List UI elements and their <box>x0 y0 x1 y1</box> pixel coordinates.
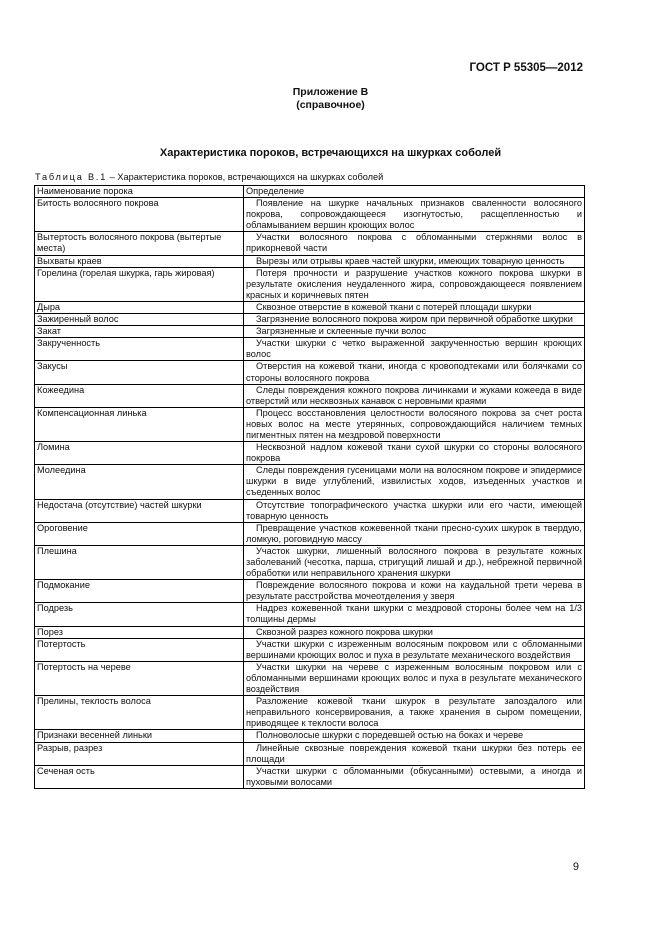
table-row <box>35 499 585 522</box>
definition-cell: Отсутствие топографического участка шкурки или его части, имеющей товарную ценность <box>244 499 585 522</box>
defect-name-cell: Молеедина <box>35 465 244 499</box>
table-row <box>35 580 585 603</box>
table-caption-label: Таблица В.1 <box>35 172 108 182</box>
defect-name-cell: Компенсационная линька <box>35 407 244 441</box>
table-row <box>35 314 585 326</box>
defect-name-cell: Горелина (горелая шкурка, гарь жировая) <box>35 267 244 301</box>
table-row <box>35 255 585 267</box>
table-caption <box>35 172 383 182</box>
table-row <box>35 638 585 661</box>
definition-cell: Участок шкурки, лишенный волосяного покрова в результате кожных заболеваний (чесотка, парша, стригущий лишай и др.), небрежной первичной обработки или неправильного хранения шкурки <box>244 545 585 579</box>
definition-cell: Участки шкурки с четко выраженной закрученностью вершин кроющих волос <box>244 338 585 361</box>
definition-cell: Потеря прочности и разрушение участков кожного покрова шкурки в результате окисления неудаленного жира, сопровождающееся появлением красных и коричневых пятен <box>244 267 585 301</box>
table-row <box>35 626 585 638</box>
defect-name-cell: Ломина <box>35 442 244 465</box>
definition-cell: Загрязнение волосяного покрова жиром при первичной обработке шкурки <box>244 314 585 326</box>
definition-cell: Участки шкурки на череве с изреженным волосяным покровом или с обломанными вершинами кроющих волос и пуха в результате механического воздействия <box>244 661 585 695</box>
definition-cell: Вырезы или отрывы краев частей шкурки, имеющих товарную ценность <box>244 255 585 267</box>
defect-name-cell: Выхваты краев <box>35 255 244 267</box>
defect-name-cell: Признаки весенней линьки <box>35 730 244 742</box>
defect-name-cell: Дыра <box>35 301 244 313</box>
definition-cell: Появление на шкурке начальных признаков сваленности волосяного покрова, сопровождающееся изогнутостью, расщепленностью и обламыванием вершин кроющих волос <box>244 198 585 232</box>
table-row <box>35 384 585 407</box>
table-row <box>35 742 585 765</box>
table-row <box>35 198 585 232</box>
column-header-defect-name: Наименование порока <box>35 186 244 198</box>
table-row <box>35 661 585 695</box>
definition-cell: Отверстия на кожевой ткани, иногда с кровоподтеками или болячками со стороны волосяного покрова <box>244 361 585 384</box>
defect-name-cell: Плешина <box>35 545 244 579</box>
appendix-title: Приложение В <box>292 86 369 98</box>
table-row <box>35 545 585 579</box>
definition-cell: Участки волосяного покрова с обломанными стержнями волос в прикорневой части <box>244 232 585 255</box>
definition-cell: Процесс восстановления целостности волосяного покрова за счет роста новых волос на месте утерянных, сопровождающийся наличием темных пигментных пятен на мездровой поверхности <box>244 407 585 441</box>
defect-name-cell: Сеченая ость <box>35 765 244 788</box>
definition-cell: Несквозной надлом кожевой ткани сухой шкурки со стороны волосяного покрова <box>244 442 585 465</box>
appendix-block <box>0 86 661 112</box>
table-row <box>35 361 585 384</box>
defect-name-cell: Кожеедина <box>35 384 244 407</box>
table-row <box>35 765 585 788</box>
page-heading: Характеристика пороков, встречающихся на шкурках соболей <box>159 147 502 159</box>
table-row <box>35 338 585 361</box>
table-row <box>35 326 585 338</box>
table-header-row <box>35 186 585 198</box>
definition-cell: Разложение кожевой ткани шкурок в результате запоздалого или неправильного консервирования, а также хранения в сыром помещении, приводящее к теклости волоса <box>244 696 585 730</box>
standard-code: ГОСТ Р 55305—2012 <box>469 62 583 74</box>
table-caption-text: – Характеристика пороков, встречающихся на шкурках соболей <box>107 172 384 182</box>
definition-cell: Превращение участков кожевенной ткани пресно-сухих шкурок в твердую, ломкую, роговидную массу <box>244 522 585 545</box>
definition-cell: Надрез кожевенной ткани шкурки с мездровой стороны более чем на 1/3 толщины дермы <box>244 603 585 626</box>
column-header-definition: Определение <box>244 186 585 198</box>
definition-cell: Участки шкурки с изреженным волосяным покровом или с обломанными вершинами кроющих волос и пуха в результате механического воздействия <box>244 638 585 661</box>
definition-cell: Следы повреждения гусеницами моли на волосяном покрове и эпидермисе шкурки в виде углублений, извилистых ходов, изъеденных участков и съеденных волос <box>244 465 585 499</box>
table-row <box>35 465 585 499</box>
table-row <box>35 301 585 313</box>
definition-cell: Сквозное отверстие в кожевой ткани с потерей площади шкурки <box>244 301 585 313</box>
appendix-note: (справочное) <box>296 99 365 111</box>
definition-cell: Полноволосые шкурки с поредевшей остью на боках и череве <box>244 730 585 742</box>
defect-name-cell: Прелины, теклость волоса <box>35 696 244 730</box>
defect-name-cell: Битость волосяного покрова <box>35 198 244 232</box>
table-row <box>35 442 585 465</box>
defect-name-cell: Закат <box>35 326 244 338</box>
table-row <box>35 603 585 626</box>
table-row <box>35 407 585 441</box>
definition-cell: Сквозной разрез кожного покрова шкурки <box>244 626 585 638</box>
defect-name-cell: Разрыв, разрез <box>35 742 244 765</box>
table-row <box>35 522 585 545</box>
definition-cell: Участки шкурки с обломанными (обкусанными) остевыми, а иногда и пуховыми волосами <box>244 765 585 788</box>
definition-cell: Повреждение волосяного покрова и кожи на каудальной трети черева в результате расстройства мочеотделения у зверя <box>244 580 585 603</box>
defect-name-cell: Потертость <box>35 638 244 661</box>
defect-name-cell: Подрезь <box>35 603 244 626</box>
defect-name-cell: Закрученность <box>35 338 244 361</box>
defect-name-cell: Недостача (отсутствие) частей шкурки <box>35 499 244 522</box>
defect-name-cell: Потертость на череве <box>35 661 244 695</box>
defect-name-cell: Зажиренный волос <box>35 314 244 326</box>
table-row <box>35 267 585 301</box>
defect-name-cell: Подмокание <box>35 580 244 603</box>
defect-name-cell: Закусы <box>35 361 244 384</box>
defect-name-cell: Вытертость волосяного покрова (вытертые места) <box>35 232 244 255</box>
defect-name-cell: Ороговение <box>35 522 244 545</box>
definition-cell: Загрязненные и склеенные пучки волос <box>244 326 585 338</box>
defects-table <box>34 185 585 789</box>
page-number: 9 <box>572 861 579 873</box>
defect-name-cell: Порез <box>35 626 244 638</box>
table-row <box>35 730 585 742</box>
table-row <box>35 232 585 255</box>
table-body <box>35 198 585 789</box>
definition-cell: Следы повреждения кожного покрова личинками и жуками кожееда в виде отверстий или несквозных канавок с неровными краями <box>244 384 585 407</box>
table-row <box>35 696 585 730</box>
definition-cell: Линейные сквозные повреждения кожевой ткани шкурки без потерь ее площади <box>244 742 585 765</box>
